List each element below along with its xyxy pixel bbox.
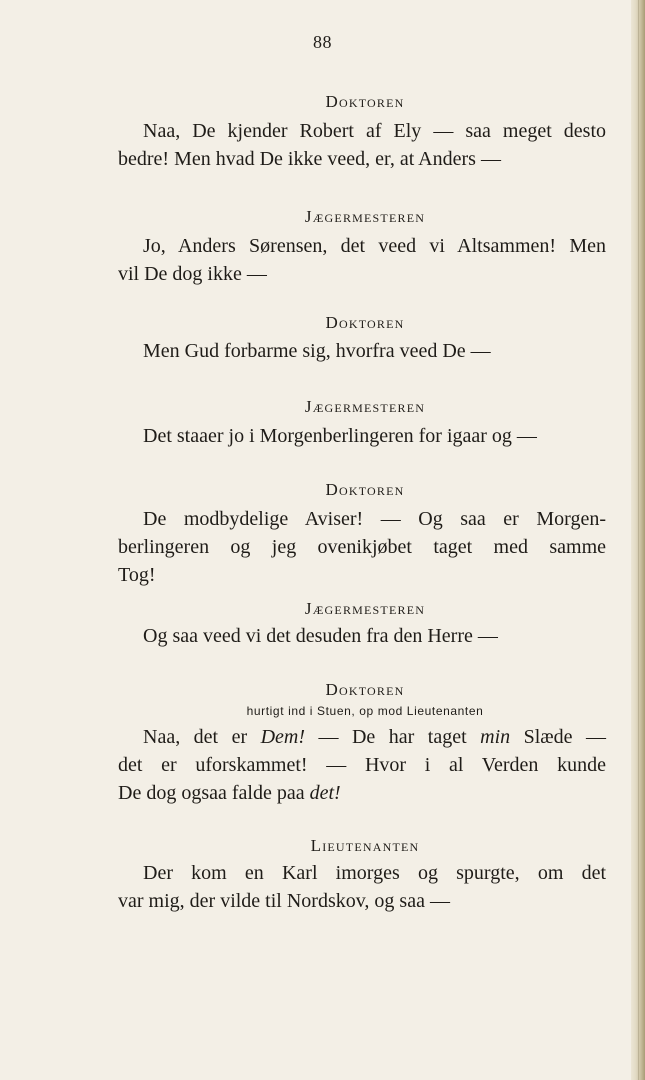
dialogue-line: vil De dog ikke —	[118, 263, 267, 285]
dialogue-line: Det staaer jo i Morgenberlingeren for igaar og —	[143, 425, 537, 447]
dialogue-line: Jo, Anders Sørensen, det veed vi Altsammen! Men	[143, 235, 606, 257]
dialogue-line: Naa, De kjender Robert af Ely — saa meget desto	[143, 120, 606, 142]
dialogue-line: Tog!	[118, 564, 156, 586]
dialogue-line: De dog ogsaa falde paa det!	[118, 782, 341, 804]
stage-direction: hurtigt ind i Stuen, op mod Lieutenanten	[246, 704, 484, 718]
dialogue-line: det er uforskammet! — Hvor i al Verden kunde	[118, 754, 606, 776]
speaker-name: Doktoren	[325, 92, 405, 111]
speaker-name: Jægermesteren	[304, 599, 426, 618]
dialogue-line: Og saa veed vi det desuden fra den Herre —	[143, 625, 498, 647]
speaker-name: Jægermesteren	[304, 397, 426, 416]
dialogue-line: Naa, det er Dem! — De har taget min Slæde —	[143, 726, 606, 748]
speaker-name: Doktoren	[325, 480, 405, 499]
speaker-name: Jægermesteren	[304, 207, 426, 226]
speaker-name: Lieutenanten	[310, 836, 420, 855]
page-number: 88	[313, 32, 332, 52]
speaker-name: Doktoren	[325, 680, 405, 699]
dialogue-line: var mig, der vilde til Nordskov, og saa —	[118, 890, 450, 912]
dialogue-line: Der kom en Karl imorges og spurgte, om det	[143, 862, 606, 884]
dialogue-line: berlingeren og jeg ovenikjøbet taget med samme	[118, 536, 606, 558]
dialogue-line: bedre! Men hvad De ikke veed, er, at Anders —	[118, 148, 501, 170]
dialogue-line: Men Gud forbarme sig, hvorfra veed De —	[143, 340, 491, 362]
dialogue-line: De modbydelige Aviser! — Og saa er Morgen-	[143, 508, 606, 530]
page-edge-line	[638, 0, 639, 1080]
speaker-name: Doktoren	[325, 313, 405, 332]
